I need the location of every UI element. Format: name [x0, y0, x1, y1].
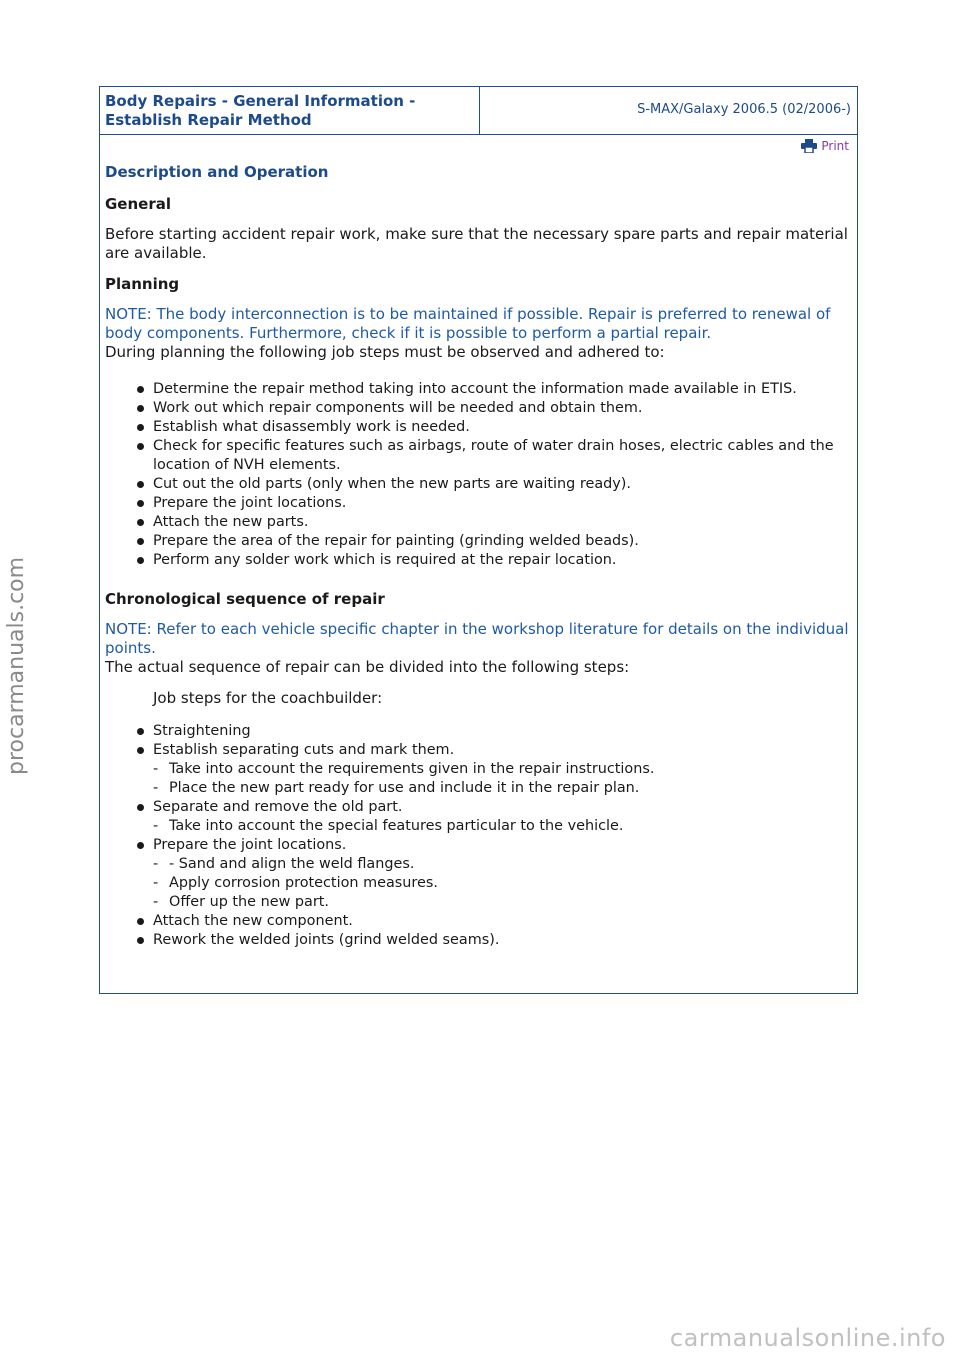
list-item: Attach the new parts. [153, 513, 855, 532]
sub-list-item: - Apply corrosion protection measures. [153, 874, 855, 893]
side-watermark: procarmanuals.com [4, 556, 29, 775]
vehicle-model: S-MAX/Galaxy 2006.5 (02/2006-) [637, 102, 851, 117]
title-line-1: Body Repairs - General Information - [105, 92, 416, 110]
list-item: Straightening [153, 722, 855, 741]
general-text: Before starting accident repair work, make sure that the necessary spare parts and repair material are available. [105, 225, 848, 262]
sequence-list [105, 722, 855, 950]
sub-list-item: - Offer up the new part. [153, 893, 855, 912]
section-title: Description and Operation [105, 163, 329, 181]
list-item: Determine the repair method taking into account the information made available in ETIS. [153, 380, 855, 399]
planning-intro: During planning the following job steps must be observed and adhered to: [105, 343, 665, 361]
sub-list-item: - Take into account the requirements given in the repair instructions. [153, 760, 855, 779]
planning-note: NOTE: The body interconnection is to be maintained if possible. Repair is preferred to renewal of body components. Furthermore, check if it is possible to perform a partial repair. [105, 305, 831, 342]
list-item: Cut out the old parts (only when the new parts are waiting ready). [153, 475, 855, 494]
sequence-intro: The actual sequence of repair can be divided into the following steps: [105, 658, 630, 676]
sub-list-item: - Take into account the special features particular to the vehicle. [153, 817, 855, 836]
list-item: Separate and remove the old part. [153, 798, 855, 817]
list-item: Rework the welded joints (grind welded seams). [153, 931, 855, 950]
page-title [100, 87, 480, 134]
document-frame [99, 86, 858, 994]
planning-heading: Planning [105, 275, 180, 293]
document-body [105, 163, 855, 950]
list-item: Prepare the joint locations. [153, 494, 855, 513]
sequence-note: NOTE: Refer to each vehicle specific chapter in the workshop literature for details on the individual points. [105, 620, 849, 657]
footer-watermark: carmanualsonline.info [669, 1324, 946, 1352]
list-item: Work out which repair components will be needed and obtain them. [153, 399, 855, 418]
list-item: Perform any solder work which is required at the repair location. [153, 551, 855, 570]
general-heading: General [105, 195, 171, 213]
list-item: Check for specific features such as airbags, route of water drain hoses, electric cables and the location of NVH elements. [153, 437, 855, 475]
sequence-heading: Chronological sequence of repair [105, 590, 385, 608]
list-item: Attach the new component. [153, 912, 855, 931]
list-item: Establish separating cuts and mark them. [153, 741, 855, 760]
document-header [100, 87, 857, 135]
coachbuilder-subheading: Job steps for the coachbuilder: [153, 689, 383, 707]
title-line-2: Establish Repair Method [105, 111, 312, 129]
sub-list-item: - Place the new part ready for use and include it in the repair plan. [153, 779, 855, 798]
list-item: Prepare the joint locations. [153, 836, 855, 855]
printer-icon [801, 139, 817, 153]
planning-list [105, 380, 855, 570]
list-item: Prepare the area of the repair for painting (grinding welded beads). [153, 532, 855, 551]
sub-list-item: - - Sand and align the weld flanges. [153, 855, 855, 874]
print-label: Print [821, 139, 849, 153]
list-item: Establish what disassembly work is needed. [153, 418, 855, 437]
print-button[interactable] [801, 139, 849, 153]
